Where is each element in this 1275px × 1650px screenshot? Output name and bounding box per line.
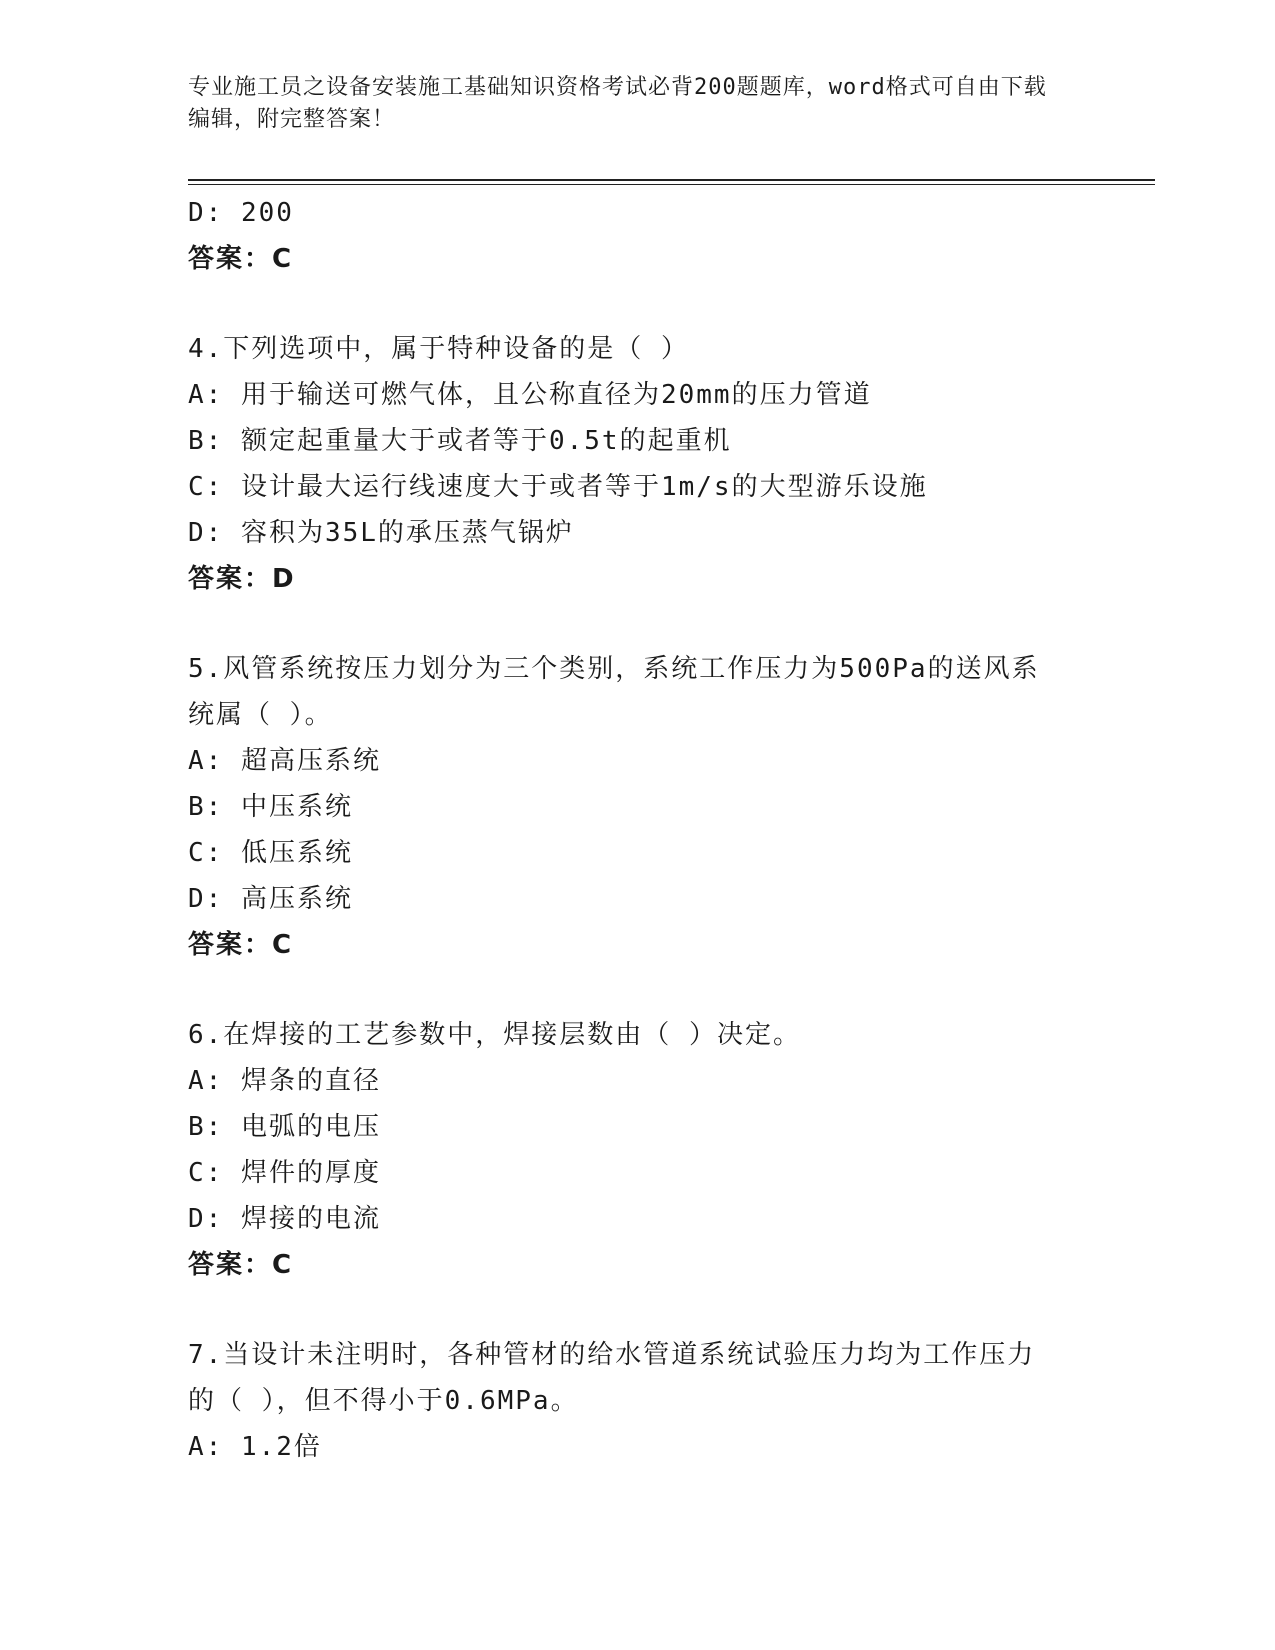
option-a: A: 超高压系统 bbox=[188, 746, 381, 776]
option-d: D: 高压系统 bbox=[188, 884, 353, 914]
spacer bbox=[188, 282, 1088, 326]
option-c: C: 设计最大运行线速度大于或者等于1m/s的大型游乐设施 bbox=[188, 472, 928, 502]
option-a: A: 1.2倍 bbox=[188, 1432, 322, 1462]
question-block-partial bbox=[188, 190, 1088, 282]
question-stem-line-1: 5.风管系统按压力划分为三个类别，系统工作压力为500Pa的送风系 bbox=[188, 654, 1040, 684]
spacer bbox=[188, 602, 1088, 646]
answer-line: 答案：C bbox=[188, 244, 294, 274]
header-divider-thick bbox=[188, 179, 1155, 181]
option-d: D: 容积为35L的承压蒸气锅炉 bbox=[188, 518, 574, 548]
option-d: D: 焊接的电流 bbox=[188, 1204, 381, 1234]
question-block-6 bbox=[188, 1012, 1088, 1288]
question-stem-line-2: 统属（ ）。 bbox=[188, 700, 333, 730]
option-a: A: 用于输送可燃气体，且公称直径为20mm的压力管道 bbox=[188, 380, 872, 410]
document-body bbox=[188, 190, 1088, 1470]
question-stem: 6.在焊接的工艺参数中，焊接层数由（ ）决定。 bbox=[188, 1020, 801, 1050]
spacer bbox=[188, 968, 1088, 1012]
option-b: B: 电弧的电压 bbox=[188, 1112, 381, 1142]
question-block-5 bbox=[188, 646, 1088, 968]
option-c: C: 低压系统 bbox=[188, 838, 353, 868]
option-b: B: 额定起重量大于或者等于0.5t的起重机 bbox=[188, 426, 732, 456]
question-stem-line-1: 7.当设计未注明时，各种管材的给水管道系统试验压力均为工作压力 bbox=[188, 1340, 1036, 1370]
header-divider-thin bbox=[188, 184, 1155, 185]
option-d: D: 200 bbox=[188, 198, 294, 228]
option-b: B: 中压系统 bbox=[188, 792, 353, 822]
option-a: A: 焊条的直径 bbox=[188, 1066, 381, 1096]
header-title: 专业施工员之设备安装施工基础知识资格考试必背200题题库，word格式可自由下载编辑，附完整答案！ bbox=[188, 75, 1047, 132]
answer-line: 答案：C bbox=[188, 1250, 294, 1280]
question-stem: 4.下列选项中，属于特种设备的是（ ） bbox=[188, 334, 689, 364]
question-block-4 bbox=[188, 326, 1088, 602]
answer-line: 答案：D bbox=[188, 564, 296, 594]
question-block-7 bbox=[188, 1332, 1088, 1470]
spacer bbox=[188, 1288, 1088, 1332]
option-c: C: 焊件的厚度 bbox=[188, 1158, 381, 1188]
answer-line: 答案：C bbox=[188, 930, 294, 960]
document-header bbox=[188, 72, 1068, 136]
question-stem-line-2: 的（ ），但不得小于0.6MPa。 bbox=[188, 1386, 579, 1416]
